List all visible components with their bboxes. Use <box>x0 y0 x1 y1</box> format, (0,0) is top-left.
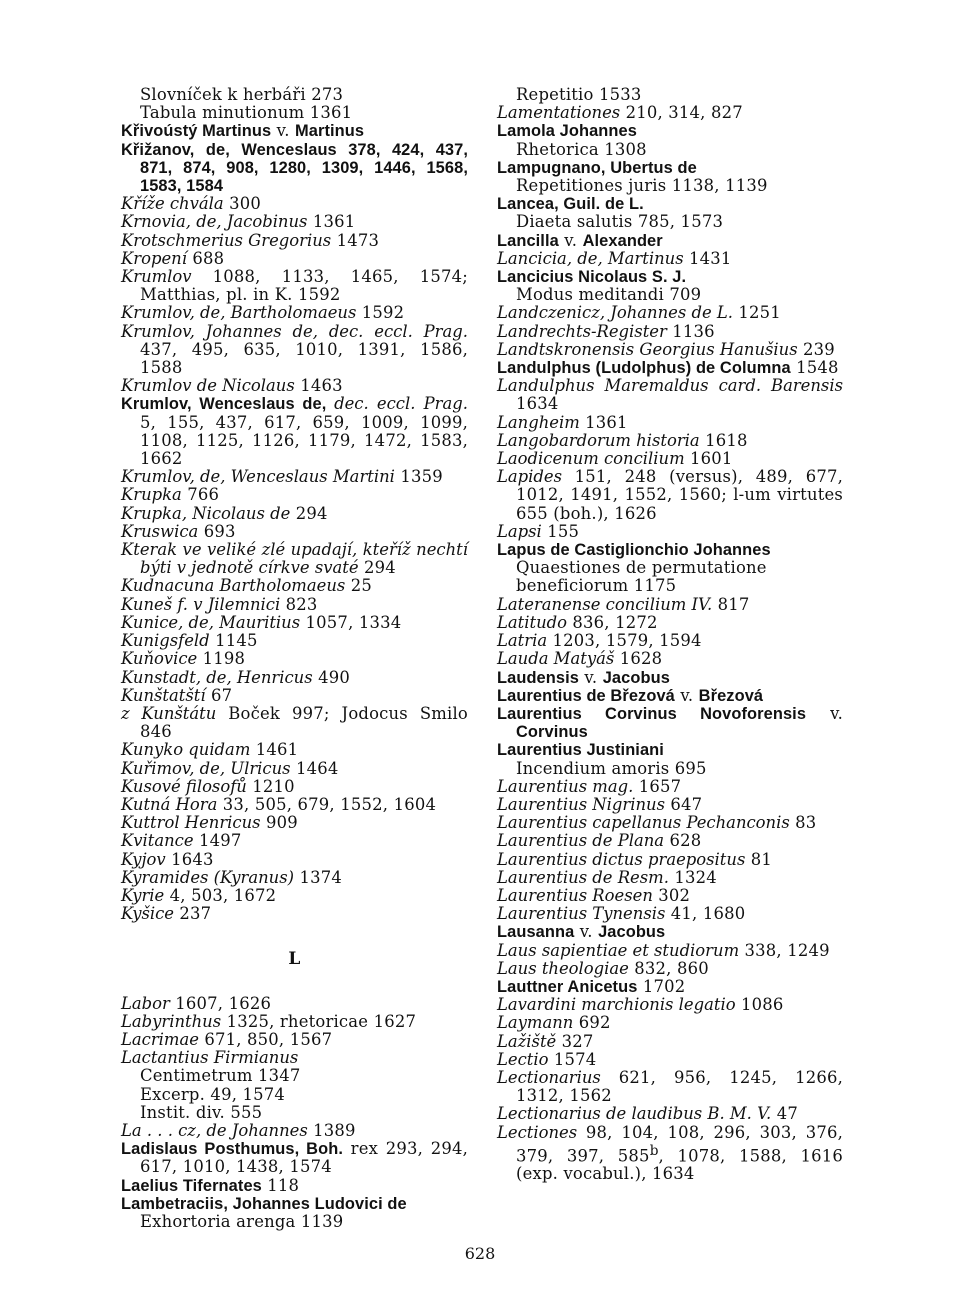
index-entry <box>121 1195 468 1213</box>
index-entry <box>121 395 468 468</box>
entry-text: Quaestiones de permutatione beneficiorum 1175 <box>516 558 767 596</box>
index-entry <box>497 523 843 541</box>
entry-text: 67 <box>205 685 233 705</box>
index-subentry <box>497 86 843 104</box>
entry-text: Krumlov, Johannes de, dec. eccl. Prag. <box>121 321 468 341</box>
entry-text: Laus theologiae <box>497 958 629 978</box>
entry-text: L <box>288 949 301 970</box>
index-entry <box>497 232 843 250</box>
entry-text: Kuttrol Henricus <box>121 813 261 833</box>
index-entry <box>497 869 843 887</box>
index-entry <box>497 832 843 850</box>
entry-text: 294 <box>290 503 328 523</box>
index-entry <box>497 541 843 559</box>
entry-text: Lavardini marchionis legatio <box>497 995 736 1015</box>
entry-text: 437, 495, 635, 1010, 1391, 1586, 1588 <box>140 339 468 378</box>
entry-text: 1203, 1579, 1594 <box>547 631 702 651</box>
entry-text: Laurentius de Plana <box>497 831 665 851</box>
entry-text: 1361 <box>579 412 628 432</box>
entry-text: rex 293, 294, 617, 1010, 1438, 1574 <box>140 1139 468 1177</box>
index-subentry <box>497 559 843 595</box>
entry-text: Kyjov <box>121 849 166 869</box>
index-entry <box>497 887 843 905</box>
index-entry <box>497 796 843 814</box>
index-entry <box>121 1013 468 1031</box>
index-subentry <box>121 1104 468 1122</box>
index-subentry <box>497 177 843 195</box>
entry-text: Labyrinthus <box>121 1011 222 1031</box>
index-entry <box>121 195 468 213</box>
entry-text: Krumlov, de, Wenceslaus Martini <box>121 467 395 487</box>
index-entry <box>497 851 843 869</box>
entry-text: Langobardorum historia <box>497 430 700 450</box>
index-entry <box>121 741 468 759</box>
index-entry <box>121 869 468 887</box>
entry-text: 1643 <box>165 849 214 869</box>
index-entry <box>497 268 843 286</box>
index-entry <box>121 851 468 869</box>
entry-text: Lateranense concilium IV. <box>497 594 713 614</box>
entry-text: Tabula minutionum 1361 <box>140 103 353 123</box>
entry-text: Incendium amoris 695 <box>516 758 707 778</box>
entry-text: Lancilla <box>497 231 559 250</box>
entry-text: 41, 1680 <box>665 904 746 924</box>
entry-text: 1634 <box>516 394 559 414</box>
entry-text: 4, 503, 1672 <box>164 885 277 905</box>
entry-text: 1389 <box>307 1120 356 1140</box>
entry-text: 1628 <box>614 649 663 669</box>
index-entry <box>121 577 468 595</box>
entry-text: v. <box>578 667 603 687</box>
entry-text: 693 <box>198 521 236 541</box>
entry-text: Kropení <box>121 248 187 268</box>
index-subentry <box>121 86 468 104</box>
entry-text: Laurentius capellanus Pechanconis <box>497 813 790 833</box>
entry-text: 1145 <box>209 631 258 651</box>
index-entry <box>121 1031 468 1049</box>
entry-text: 210, 314, 827 <box>620 103 743 123</box>
entry-text: v. <box>271 121 296 141</box>
entry-text: 490 <box>312 667 350 687</box>
entry-text: Lamola Johannes <box>497 122 637 141</box>
entry-text: Laymann <box>497 1013 574 1033</box>
entry-text: Lancea, Guil. de L. <box>497 195 644 214</box>
index-entry <box>497 432 843 450</box>
entry-text: 1251 <box>732 303 781 323</box>
entry-text: Laelius Tifernates <box>121 1176 262 1195</box>
index-entry <box>121 614 468 632</box>
entry-text: Landtskronensis Georgius Hanušius <box>497 339 798 359</box>
index-entry <box>497 1105 843 1123</box>
entry-text: 1473 <box>331 230 380 250</box>
entry-text: 1324 <box>668 867 717 887</box>
index-entry <box>121 122 468 140</box>
entry-text: Instit. div. 555 <box>140 1102 263 1122</box>
index-subentry <box>121 1213 468 1231</box>
entry-text: Lapides <box>497 467 562 487</box>
entry-text: Laus sapientiae et studiorum <box>497 940 740 960</box>
index-entry <box>497 741 843 759</box>
index-entry <box>121 468 468 486</box>
entry-text: 909 <box>260 813 298 833</box>
index-subentry <box>497 213 843 231</box>
entry-text: Krupka, Nicolaus de <box>121 503 291 523</box>
entry-text: Kutná Hora <box>121 794 218 814</box>
entry-text: Boček 997; Jodocus Smilo 846 <box>140 703 468 742</box>
entry-text: 817 <box>712 594 750 614</box>
index-entry <box>121 596 468 614</box>
entry-text: Laurentius dictus praepositus <box>497 849 746 869</box>
index-entry <box>121 778 468 796</box>
entry-text: Laurentius Corvinus Novoforensis <box>497 704 807 723</box>
entry-text: v. <box>674 685 699 705</box>
entry-text: b <box>649 1142 659 1159</box>
entry-text: Lectiones <box>497 1122 578 1142</box>
index-entry <box>121 887 468 905</box>
index-entry <box>497 669 843 687</box>
entry-text: Kudnacuna Bartholomaeus <box>121 576 346 596</box>
index-entry <box>121 650 468 668</box>
entry-text: Exhortoria arenga 1139 <box>140 1211 344 1231</box>
index-subentry <box>497 760 843 778</box>
entry-text: Kříže chvála <box>121 194 224 214</box>
index-entry <box>497 814 843 832</box>
entry-text: Jacobus <box>602 668 670 687</box>
entry-text: Langheim <box>497 412 580 432</box>
index-entry <box>497 341 843 359</box>
entry-text: Repetitio 1533 <box>516 85 642 104</box>
index-entry <box>121 1122 468 1140</box>
entry-text: Lancicia, de, Martinus <box>497 248 684 268</box>
index-entry <box>121 1049 468 1067</box>
index-entry <box>121 377 468 395</box>
entry-text: 1057, 1334 <box>300 612 402 632</box>
entry-text: Laurentius de Březová <box>497 686 675 705</box>
entry-text: 1618 <box>699 430 748 450</box>
entry-text: Kusové filosofů <box>121 776 247 796</box>
index-subentry <box>497 141 843 159</box>
entry-text: Landulphus (Ludolphus) de Columna <box>497 359 791 378</box>
index-entry <box>121 541 468 577</box>
entry-text: Kunstadt, de, Henricus <box>121 667 313 687</box>
entry-text: 1463 <box>294 376 343 396</box>
index-entry <box>497 1051 843 1069</box>
index-entry <box>121 687 468 705</box>
entry-text: 155 <box>541 521 580 541</box>
entry-text: Slovníček k herbáři 273 <box>140 85 344 104</box>
index-entry <box>497 195 843 213</box>
letter-heading <box>121 950 468 968</box>
entry-text: Jacobus <box>598 923 666 942</box>
entry-text: 1464 <box>290 758 339 778</box>
entry-text: Landczenicz, Johannes de L. <box>497 303 733 323</box>
entry-text: Laurentius Tynensis <box>497 904 666 924</box>
entry-text: Lectionarius de laudibus B. M. V. <box>497 1104 772 1124</box>
index-entry <box>497 414 843 432</box>
entry-text: Lampugnano, Ubertus de <box>497 158 697 177</box>
index-entry <box>121 523 468 541</box>
entry-text: 671, 850, 1567 <box>198 1029 333 1049</box>
index-column-left <box>121 86 468 1231</box>
entry-text: v. <box>806 703 843 723</box>
entry-text: v. <box>574 922 599 942</box>
entry-text: Laurentius Nigrinus <box>497 794 665 814</box>
entry-text: 1548 <box>790 358 839 378</box>
index-entry <box>121 213 468 231</box>
entry-text: 1461 <box>250 740 299 760</box>
index-entry <box>121 905 468 923</box>
entry-text: 621, 956, 1245, 1266, 1312, 1562 <box>516 1067 843 1106</box>
entry-text: 25 <box>345 576 372 596</box>
index-entry <box>121 141 468 196</box>
entry-text: 692 <box>573 1013 611 1033</box>
entry-text: Krumlov, de, Bartholomaeus <box>121 303 357 323</box>
entry-text: Kunyko quidam <box>121 740 251 760</box>
index-entry <box>121 832 468 850</box>
entry-text: 327 <box>556 1031 594 1051</box>
entry-text: Laurentius de Resm. <box>497 867 669 887</box>
entry-text: Laurentius Justiniani <box>497 741 664 760</box>
entry-text: Latria <box>497 631 548 651</box>
entry-text: Kruswica <box>121 521 199 541</box>
entry-text: Landrechts-Register <box>497 321 667 341</box>
entry-text: Krotschmerius Gregorius <box>121 230 332 250</box>
entry-text: Březová <box>698 686 764 705</box>
entry-text: 1497 <box>193 831 242 851</box>
entry-text: Laudensis <box>497 668 579 687</box>
index-entry <box>497 468 843 523</box>
entry-text: 1361 <box>307 212 356 232</box>
index-entry <box>497 1014 843 1032</box>
index-entry <box>497 1069 843 1105</box>
index-entry <box>497 1033 843 1051</box>
entry-text: Kunštatští <box>121 685 206 705</box>
index-entry <box>121 232 468 250</box>
entry-text: Krumlov <box>121 267 192 287</box>
entry-text: 47 <box>771 1104 798 1124</box>
index-subentry <box>121 1067 468 1085</box>
entry-text: 33, 505, 679, 1552, 1604 <box>217 794 437 814</box>
index-entry <box>121 505 468 523</box>
entry-text: Kunigsfeld <box>121 631 210 651</box>
entry-text: 1592 <box>356 303 405 323</box>
entry-text: Rhetorica 1308 <box>516 139 647 159</box>
entry-text: 1359 <box>394 467 443 487</box>
entry-text: Kvitance <box>121 831 194 851</box>
entry-text: Laodicenum concilium <box>497 449 685 469</box>
entry-text: 1607, 1626 <box>169 993 272 1013</box>
entry-text: Krnovia, de, Jacobinus <box>121 212 308 232</box>
index-entry <box>497 323 843 341</box>
index-entry <box>121 796 468 814</box>
index-entry <box>497 122 843 140</box>
index-entry <box>497 923 843 941</box>
index-entry <box>497 104 843 122</box>
index-entry <box>121 486 468 504</box>
entry-text: Diaeta salutis 785, 1573 <box>516 212 724 232</box>
entry-text: 766 <box>181 485 220 505</box>
index-entry <box>121 268 468 304</box>
entry-text: Ladislaus Posthumus, Boh. <box>121 1140 343 1159</box>
entry-text: 239 <box>797 339 835 359</box>
entry-text: Repetitiones juris 1138, 1139 <box>516 176 768 196</box>
index-entry <box>121 669 468 687</box>
entry-text: 237 <box>174 904 212 924</box>
index-entry <box>121 760 468 778</box>
entry-text: Modus meditandi 709 <box>516 285 702 305</box>
index-entry <box>121 995 468 1013</box>
entry-text: Lausanna <box>497 923 575 942</box>
entry-text: , 1078, 1588, 1616 (exp. vocabul.), 1634 <box>516 1146 844 1184</box>
entry-text: Lactantius Firmianus <box>121 1048 299 1068</box>
entry-text: Lacrimae <box>121 1029 199 1049</box>
index-entry <box>497 942 843 960</box>
index-entry <box>497 687 843 705</box>
index-entry <box>121 1177 468 1195</box>
entry-text: 688 <box>186 248 225 268</box>
index-entry <box>497 996 843 1014</box>
entry-text: v. <box>558 230 583 250</box>
entry-text: 1431 <box>683 248 732 268</box>
index-entry <box>497 614 843 632</box>
entry-text: Křižanov, de, Wenceslaus 378, 424, 437, 871, 874, 908, 1280, 1309, 1446, 1568, 1583, 1584 <box>121 140 468 196</box>
index-entry <box>121 304 468 322</box>
entry-text: 1374 <box>294 867 342 887</box>
entry-text: 823 <box>280 594 318 614</box>
index-subentry <box>121 1086 468 1104</box>
entry-text: Krumlov, Wenceslaus de, <box>121 395 335 414</box>
entry-text: 1086 <box>735 995 784 1015</box>
entry-text: 1325, rhetoricae 1627 <box>221 1011 417 1031</box>
index-entry <box>497 650 843 668</box>
index-entry <box>121 705 468 741</box>
index-column-right <box>497 86 843 1184</box>
entry-text: 1136 <box>666 321 715 341</box>
entry-text: Kyšice <box>121 904 174 924</box>
entry-text: Lažiště <box>497 1031 557 1051</box>
index-entry <box>497 1124 843 1184</box>
entry-text: 1210 <box>246 776 295 796</box>
entry-text: Lectio <box>497 1049 549 1069</box>
entry-text: Lapus de Castiglionchio Johannes <box>497 541 771 560</box>
entry-text: Krupka <box>121 485 182 505</box>
entry-text: Kunice, de, Mauritius <box>121 612 301 632</box>
entry-text: Latitudo <box>497 612 567 632</box>
entry-text: Lauda Matyáš <box>497 649 615 669</box>
index-entry <box>497 705 843 741</box>
index-subentry <box>497 286 843 304</box>
entry-text: 294 <box>358 558 396 578</box>
entry-text: Lancicius Nicolaus S. J. <box>497 268 687 287</box>
entry-text: Labor <box>121 993 170 1013</box>
entry-text: 1574 <box>548 1049 597 1069</box>
entry-text: Kyramides (Kyranus) <box>121 867 295 887</box>
index-entry <box>497 632 843 650</box>
entry-text: Kuneš f. v Jilemnici <box>121 594 281 614</box>
entry-text: 647 <box>665 794 703 814</box>
entry-text: 98, 104, 108, 296, 303, 376, 379, 397, 585 <box>516 1122 843 1166</box>
index-entry <box>121 250 468 268</box>
entry-text: 1601 <box>684 449 733 469</box>
entry-text: Landulphus Maremaldus card. Barensis <box>497 376 843 396</box>
entry-text: 300 <box>223 194 261 214</box>
index-entry <box>497 359 843 377</box>
entry-text: Křivoústý Martinus <box>121 122 272 141</box>
entry-text: Laurentius mag. <box>497 776 634 796</box>
entry-text: 628 <box>664 831 702 851</box>
entry-text: Centimetrum 1347 <box>140 1066 301 1086</box>
index-entry <box>121 1140 468 1176</box>
entry-text: dec. eccl. Prag. <box>334 394 468 414</box>
entry-text: Alexander <box>582 231 663 250</box>
index-entry <box>497 450 843 468</box>
entry-text: La . . . cz, de Johannes <box>121 1120 308 1140</box>
entry-text: Martinus <box>295 122 365 141</box>
entry-text: 338, 1249 <box>739 940 830 960</box>
index-entry <box>497 960 843 978</box>
entry-text: 81 <box>745 849 773 869</box>
entry-text: 832, 860 <box>628 958 709 978</box>
index-entry <box>497 377 843 413</box>
entry-text: Lambetraciis, Johannes Ludovici de <box>121 1194 407 1213</box>
entry-text: Kyrie <box>121 885 165 905</box>
entry-text: Lapsi <box>497 521 542 541</box>
index-subentry <box>121 104 468 122</box>
index-entry <box>497 905 843 923</box>
entry-text: Lectionarius <box>497 1067 601 1087</box>
entry-text: Kterak ve veliké zlé upadají, kteříž nechtí býti v jednotě církve svaté <box>121 540 468 578</box>
index-entry <box>497 778 843 796</box>
entry-text: Kuňovice <box>121 649 198 669</box>
entry-text: 1088, 1133, 1465, 1574; Matthias, pl. in K. 1592 <box>140 267 468 305</box>
index-entry <box>121 323 468 378</box>
entry-text: z Kunštátu <box>121 703 217 723</box>
entry-text: 83 <box>789 813 817 833</box>
page-number: 628 <box>464 1244 496 1263</box>
entry-text: 151, 248 (versus), 489, 677, 1012, 1491, 1552, 1560; l-um virtutes 655 (boh.), 1626 <box>516 467 843 523</box>
index-entry <box>497 159 843 177</box>
index-entry <box>121 814 468 832</box>
entry-text: Excerp. 49, 1574 <box>140 1084 286 1104</box>
entry-text: Laurentius Roesen <box>497 885 653 905</box>
entry-text: 118 <box>261 1175 300 1195</box>
entry-text: 1198 <box>197 649 246 669</box>
entry-text: Lauttner Anicetus <box>497 977 638 996</box>
entry-text: 5, 155, 437, 617, 659, 1009, 1099, 1108, 1125, 1126, 1179, 1472, 1583, 1662 <box>140 412 468 469</box>
entry-text: Lamentationes <box>497 103 621 123</box>
entry-text: Krumlov de Nicolaus <box>121 376 295 396</box>
index-entry <box>497 596 843 614</box>
entry-text: 1657 <box>633 776 682 796</box>
entry-text: 302 <box>652 885 691 905</box>
entry-text: Kuřimov, de, Ulricus <box>121 758 291 778</box>
entry-text: 1702 <box>637 976 686 996</box>
index-entry <box>497 304 843 322</box>
index-entry <box>497 250 843 268</box>
index-entry <box>121 632 468 650</box>
entry-text: 836, 1272 <box>567 612 658 632</box>
index-entry <box>497 978 843 996</box>
entry-text: Corvinus <box>516 723 588 742</box>
